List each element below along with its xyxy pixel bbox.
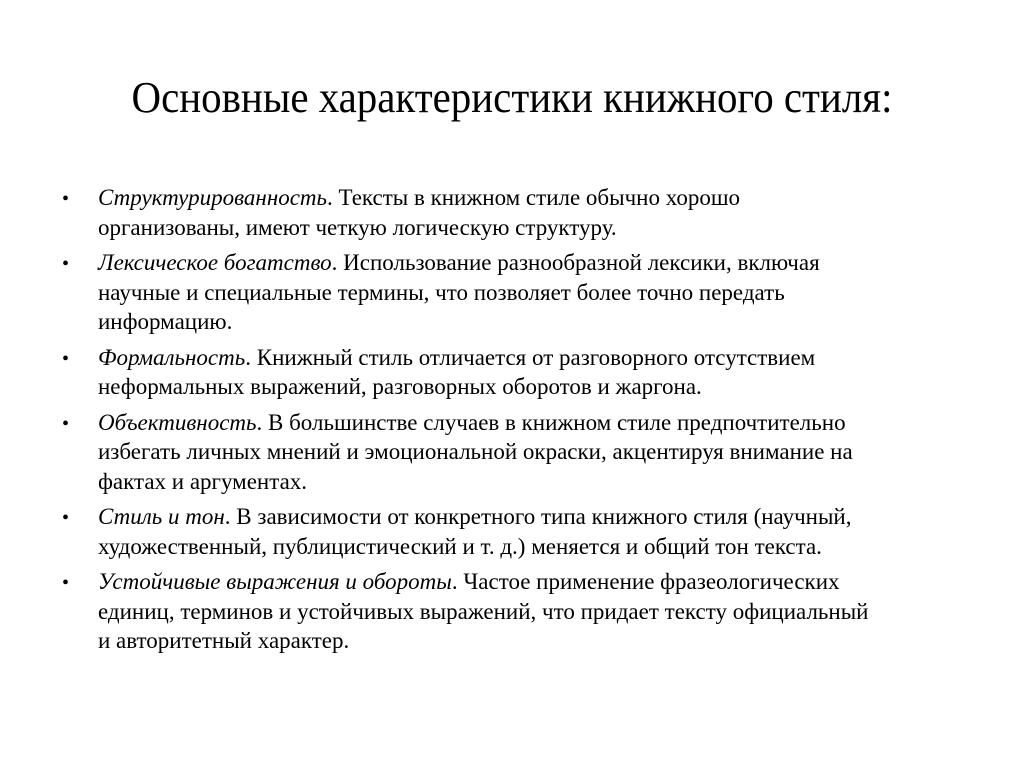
item-line bbox=[98, 183, 982, 213]
item-text: . В большинстве случаев в книжном стиле предпочтительно bbox=[256, 409, 846, 435]
item-term: Объективность bbox=[98, 409, 257, 435]
item-line: художественный, публицистический и т. д.) меняется и общий тон текста. bbox=[98, 533, 822, 559]
bullet-icon: • bbox=[62, 507, 70, 529]
bullet-icon: • bbox=[62, 412, 70, 435]
item-text: . Книжный стиль отличается от разговорного отсутствием bbox=[245, 344, 816, 370]
list-item-objectivity bbox=[62, 408, 982, 497]
list-item-set-expressions bbox=[62, 567, 982, 656]
item-term: Устойчивые выражения и обороты bbox=[98, 569, 452, 594]
item-text: . В зависимости от конкретного типа книжного стиля (научный, bbox=[224, 504, 852, 529]
item-line bbox=[98, 502, 982, 532]
item-term: Структурированность bbox=[98, 185, 328, 210]
item-text: . Частое применение фразеологических bbox=[451, 569, 840, 594]
item-line bbox=[98, 567, 982, 597]
item-line bbox=[98, 343, 982, 373]
characteristics-list bbox=[62, 183, 982, 662]
bullet-icon: • bbox=[62, 572, 70, 594]
bullet-icon: • bbox=[62, 347, 70, 370]
item-line: научные и специальные термины, что позволяет более точно передать bbox=[98, 279, 785, 305]
item-line: избегать личных мнений и эмоциональной окраски, акцентируя внимание на bbox=[98, 439, 853, 464]
list-item-style-and-tone bbox=[62, 502, 982, 561]
list-item-structure bbox=[62, 183, 982, 242]
item-text: . Тексты в книжном стиле обычно хорошо bbox=[327, 185, 741, 210]
slide-title: Основные характеристики книжного стиля: bbox=[131, 73, 893, 122]
item-line: организованы, имеют четкую логическую структуру. bbox=[98, 214, 617, 240]
item-term: Стиль и тон bbox=[98, 504, 225, 529]
item-line: фактах и аргументах. bbox=[98, 468, 308, 494]
item-text: . Использование разнообразной лексики, включая bbox=[331, 250, 820, 275]
item-line: неформальных выражений, разговорных оборотов и жаргона. bbox=[98, 374, 702, 399]
list-item-formality bbox=[62, 343, 982, 402]
item-term: Лексическое богатство bbox=[98, 250, 332, 275]
item-line: и авторитетный характер. bbox=[98, 628, 350, 653]
bullet-icon: • bbox=[62, 188, 70, 210]
item-line: единиц, терминов и устойчивых выражений, что придает тексту официальный bbox=[98, 598, 869, 624]
list-item-lexical-richness bbox=[62, 248, 982, 337]
item-line bbox=[98, 248, 982, 278]
item-term: Формальность bbox=[98, 344, 246, 370]
bullet-icon: • bbox=[62, 253, 70, 275]
item-line bbox=[98, 408, 982, 438]
item-line: информацию. bbox=[98, 309, 233, 334]
